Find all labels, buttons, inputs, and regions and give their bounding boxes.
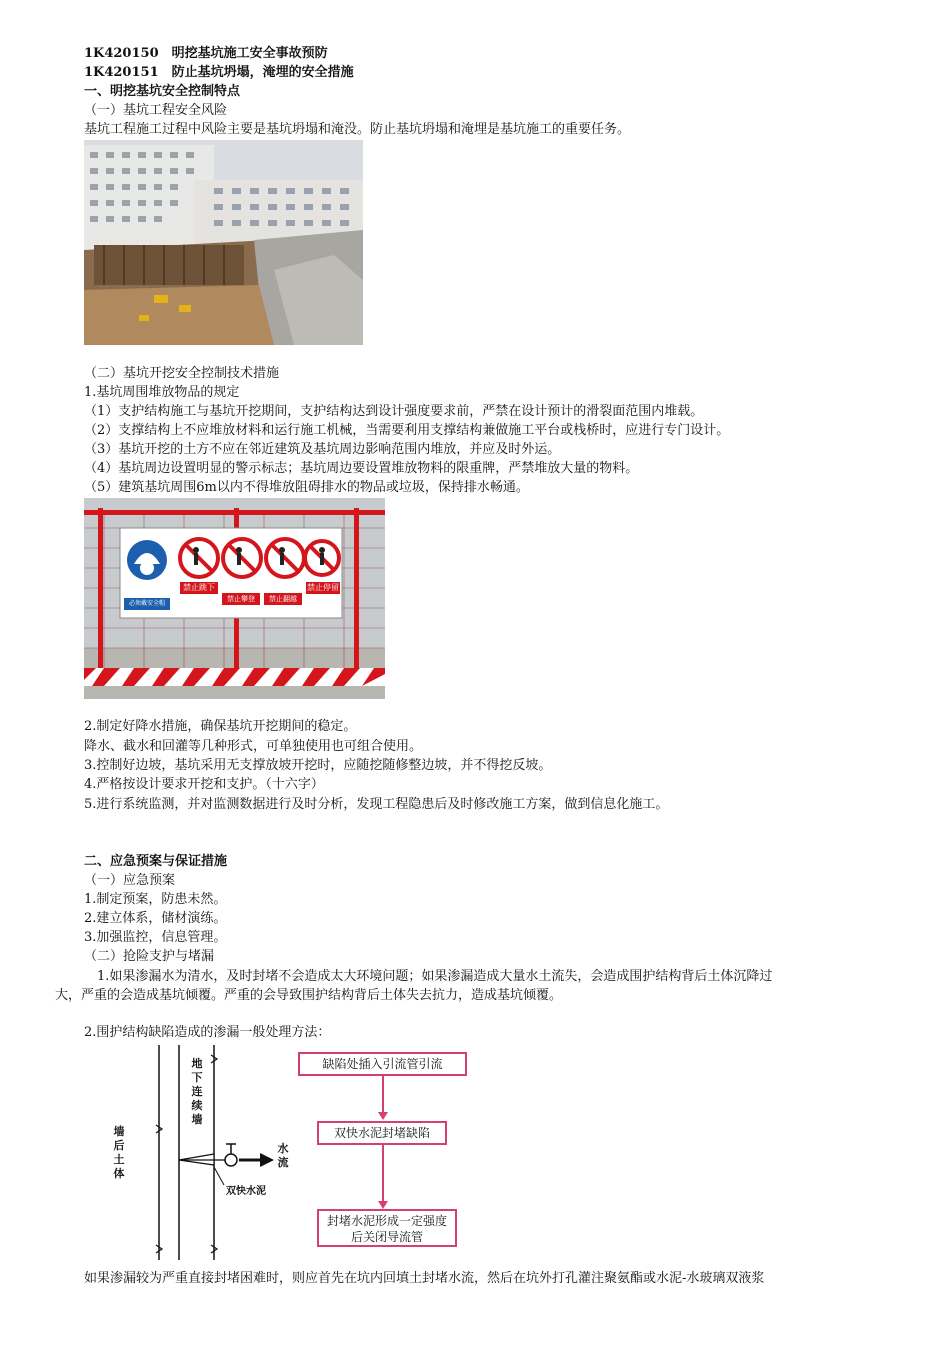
flow-arrow-1	[382, 1076, 384, 1114]
rule-1-item: （1）支护结构施工与基坑开挖期间，支护结构达到设计强度要求前，严禁在设计预计的滑裂面范围内堆载。	[84, 404, 704, 419]
cement-label: 双快水泥	[226, 1186, 266, 1197]
rule-after: 5.进行系统监测，并对监测数据进行及时分析，发现工程隐患后及时修改施工方案，做到信息化施工。	[84, 797, 669, 812]
sign-no-stay-label: 禁止停留	[307, 583, 339, 592]
flow-step-3: 封堵水泥形成一定强度后关闭导流管	[317, 1209, 457, 1247]
paragraph-2: 2.围护结构缺陷造成的渗漏一般处理方法：	[84, 1025, 331, 1040]
rule-after: 降水、截水和回灌等几种形式，可单独使用也可组合使用。	[84, 739, 423, 754]
paragraph-1-line-2: 大，严重的会造成基坑倾覆。严重的会导致围护结构背后土体失去抗力，造成基坑倾覆。	[55, 988, 563, 1003]
section-1-text-1: 基坑工程施工过程中风险主要是基坑坍塌和淹没。防止基坑坍塌和淹埋是基坑施工的重要任务。	[84, 122, 631, 137]
rule-after: 3.控制好边坡，基坑采用无支撑放坡开挖时，应随挖随修整边坡，并不得挖反坡。	[84, 758, 552, 773]
soil-label: 墙后土体	[113, 1125, 125, 1180]
rule-after: 2.制定好降水措施，确保基坑开挖期间的稳定。	[84, 719, 357, 734]
section-2-sub-2: （二）抢险支护与堵漏	[84, 949, 215, 964]
paragraph-1-line-1: 1.如果渗漏水为清水，及时封堵不会造成太大环境问题；如果渗漏造成大量水土流失，会造成围护结构背后土体沉降过	[84, 969, 773, 984]
rule-after: 4.严格按设计要求开挖和支护。（十六字）	[84, 777, 324, 792]
rule-1-item: （5）建筑基坑周围6m以内不得堆放阻碍排水的物品或垃圾，保持排水畅通。	[84, 480, 529, 495]
doc-title-2: 1K420151 防止基坑坍塌，淹埋的安全措施	[84, 65, 354, 80]
sign-no-climb-label: 禁止攀登	[227, 595, 255, 603]
sign-helmet-label: 必须戴安全帽	[128, 600, 165, 607]
rule-1-item: （4）基坑周边设置明显的警示标志；基坑周边要设置堆放物料的限重牌，严禁堆放大量的物料。	[84, 461, 639, 476]
section-1-heading: 一、明挖基坑安全控制特点	[84, 84, 241, 99]
flow-step-1: 缺陷处插入引流管引流	[298, 1052, 467, 1076]
section-2-sub-1: （一）应急预案	[84, 873, 176, 888]
flow-arrowhead-2	[378, 1201, 388, 1209]
flow-arrow-2	[382, 1145, 384, 1203]
warning-fence-photo	[84, 498, 385, 699]
section-2-item: 1.制定预案，防患未然。	[84, 892, 227, 907]
last-line: 如果渗漏较为严重直接封堵困难时，则应首先在坑内回填土封堵水流，然后在坑外打孔灌注聚氨酯或水泥-水玻璃双液浆	[84, 1271, 765, 1286]
section-2-item: 3.加强监控，信息管理。	[84, 930, 227, 945]
section-1-sub-1: （一）基坑工程安全风险	[84, 103, 228, 118]
rule-1-item: （3）基坑开挖的土方不应在邻近建筑及基坑周边影响范围内堆放，并应及时外运。	[84, 442, 561, 457]
rule-1-item: （2）支撑结构上不应堆放材料和运行施工机械，当需要利用支撑结构兼做施工平台或栈桥时，应进行专门设计。	[84, 423, 730, 438]
flow-step-2: 双快水泥封堵缺陷	[317, 1121, 447, 1145]
water-flow-label: 水流	[277, 1142, 289, 1169]
excavation-photo	[84, 140, 363, 345]
flow-arrowhead-1	[378, 1112, 388, 1120]
rule-1-title: 1.基坑周围堆放物品的规定	[84, 385, 240, 400]
doc-title-1: 1K420150 明挖基坑施工安全事故预防	[84, 46, 328, 61]
section-2-item: 2.建立体系，储材演练。	[84, 911, 227, 926]
sign-no-jump-label: 禁止跳下	[183, 583, 215, 592]
wall-label: 地下连续墙	[191, 1057, 203, 1126]
section-1-sub-2: （二）基坑开挖安全控制技术措施	[84, 366, 280, 381]
section-2-heading: 二、应急预案与保证措施	[84, 854, 228, 869]
sign-no-cross-label: 禁止翻越	[269, 595, 297, 603]
